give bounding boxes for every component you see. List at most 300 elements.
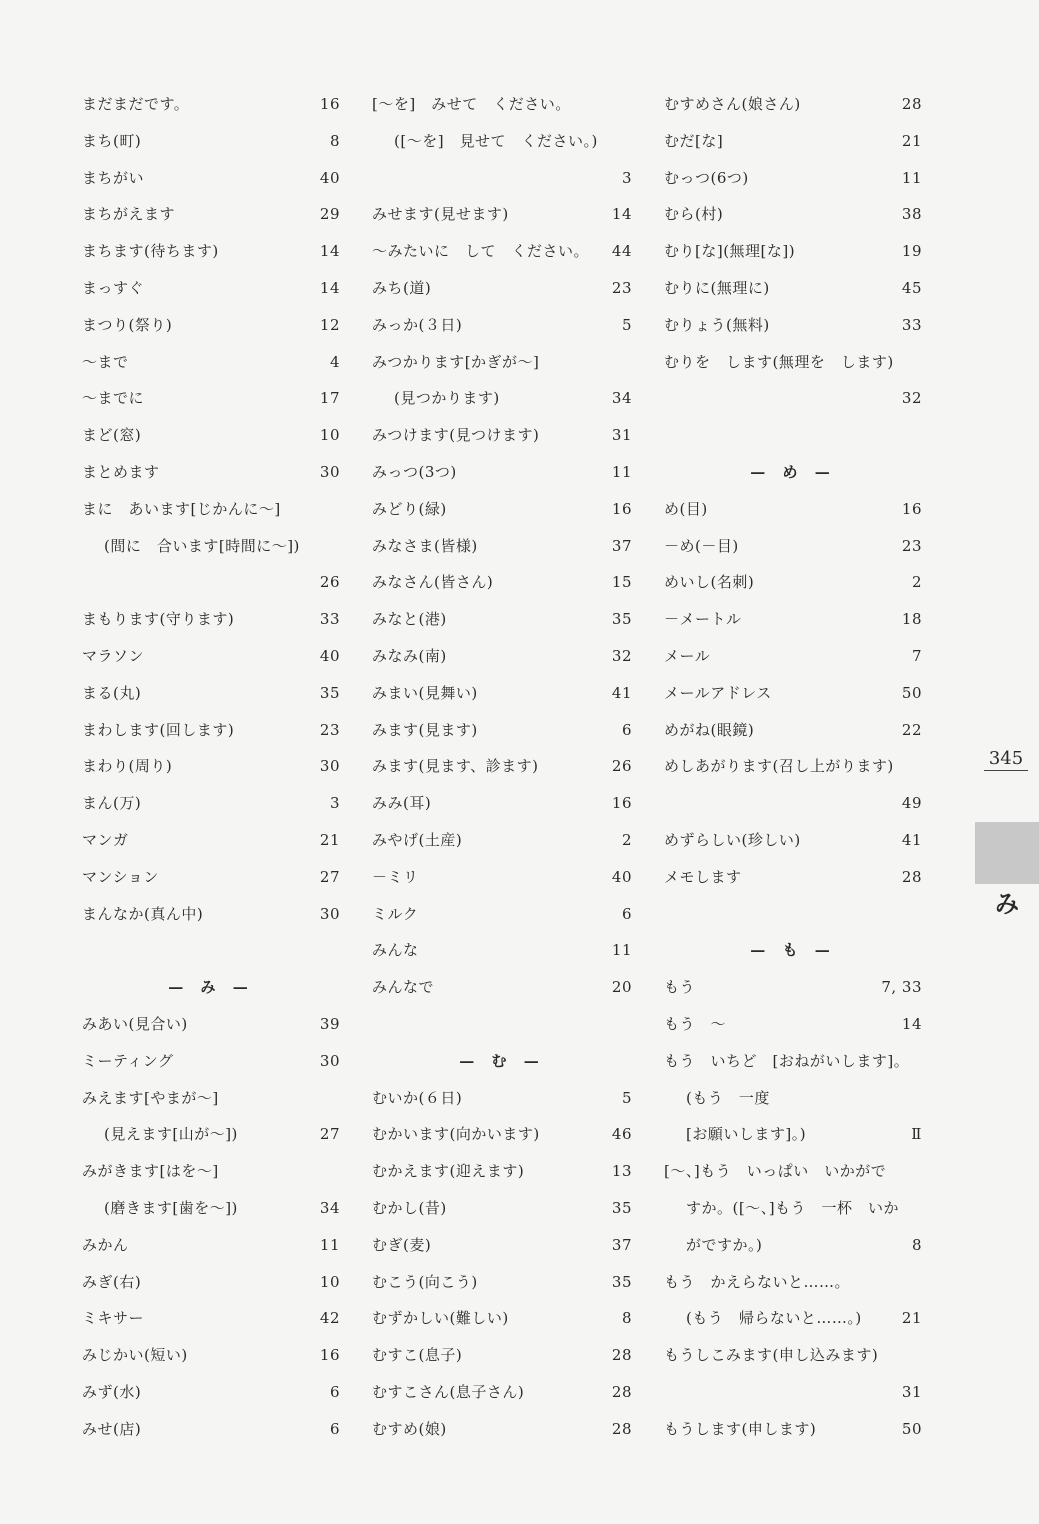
index-entry [372, 896, 632, 933]
entry-lesson-number: 37 [611, 536, 632, 555]
entry-term: まん(万) [82, 794, 142, 813]
index-entry [664, 896, 922, 933]
index-entry [82, 528, 340, 565]
entry-lesson-number: 16 [611, 794, 632, 813]
entry-lesson-number: 28 [611, 1346, 632, 1365]
entry-lesson-number: 49 [901, 794, 922, 813]
entry-term: むだ[な] [664, 131, 724, 150]
entry-term: みえます[やまが～] [82, 1088, 219, 1107]
index-entry [372, 785, 632, 822]
entry-term: めしあがります(召し上がります) [664, 757, 894, 776]
entry-lesson-number: 35 [611, 1272, 632, 1291]
entry-lesson-number: 28 [901, 867, 922, 886]
entry-term: もう [664, 978, 696, 997]
entry-lesson-number: 8 [621, 1309, 632, 1328]
index-entry [372, 1006, 632, 1043]
entry-term: [～、]もう いっぱい いかがで [664, 1162, 887, 1181]
index-entry [372, 1153, 632, 1190]
entry-term: みがきます[はを～] [82, 1162, 219, 1181]
entry-term: －メートル [664, 610, 742, 629]
index-entry [82, 859, 340, 896]
index-entry [664, 564, 922, 601]
index-entry [372, 1080, 632, 1117]
entry-term: むりょう(無料) [664, 315, 770, 334]
index-entry [664, 859, 922, 896]
index-entry [372, 491, 632, 528]
page-number: 345 [984, 748, 1028, 771]
entry-term: むこう(向こう) [372, 1272, 478, 1291]
index-column-2 [372, 86, 632, 1447]
index-entry [664, 1190, 922, 1227]
index-entry [664, 344, 922, 381]
entry-term: みます(見ます) [372, 720, 478, 739]
entry-lesson-number: 20 [611, 978, 632, 997]
entry-term: みち(道) [372, 278, 432, 297]
entry-term: むかいます(向かいます) [372, 1125, 540, 1144]
entry-lesson-number: 7, 33 [881, 978, 922, 997]
entry-lesson-number: 31 [901, 1382, 922, 1401]
entry-term: むぎ(麦) [372, 1235, 432, 1254]
entry-term: まる(丸) [82, 683, 142, 702]
index-entry [664, 270, 922, 307]
entry-lesson-number: 22 [901, 720, 922, 739]
entry-term: すか。([～、]もう 一杯 いか [686, 1198, 900, 1217]
entry-lesson-number: 30 [319, 1051, 340, 1070]
entry-term: めいし(名刺) [664, 573, 755, 592]
index-entry [372, 564, 632, 601]
index-entry [664, 1043, 922, 1080]
entry-term: マラソン [82, 646, 145, 665]
entry-term: マンション [82, 867, 159, 886]
entry-term: め(目) [664, 499, 708, 518]
entry-term: [お願いします]。) [686, 1125, 807, 1144]
index-entry [82, 1264, 340, 1301]
entry-term: まつり(祭り) [82, 315, 173, 334]
index-entry [372, 1190, 632, 1227]
section-heading-text: — も — [750, 941, 836, 960]
index-entry [82, 417, 340, 454]
index-entry [664, 1374, 922, 1411]
index-entry [82, 1190, 340, 1227]
entry-lesson-number: 27 [319, 1125, 340, 1144]
entry-lesson-number: 30 [319, 904, 340, 923]
index-entry [664, 417, 922, 454]
entry-term: [～を] みせて ください。 [372, 95, 571, 113]
entry-lesson-number: 34 [611, 389, 632, 408]
index-entry [372, 307, 632, 344]
entry-lesson-number: 14 [319, 242, 340, 261]
entry-term: めずらしい(珍しい) [664, 830, 801, 849]
entry-term: まど(窓) [82, 426, 142, 445]
entry-lesson-number: 39 [319, 1014, 340, 1033]
index-entry [82, 1080, 340, 1117]
index-entry [82, 196, 340, 233]
entry-term: まんなか(真ん中) [82, 904, 204, 923]
index-entry [82, 160, 340, 197]
entry-lesson-number: 21 [319, 830, 340, 849]
index-entry [664, 785, 922, 822]
entry-lesson-number: 10 [319, 1272, 340, 1291]
section-heading-text: — む — [459, 1051, 545, 1070]
entry-lesson-number: 32 [901, 389, 922, 408]
index-entry [372, 822, 632, 859]
entry-lesson-number: 29 [319, 205, 340, 224]
section-heading-text: — み — [168, 978, 254, 997]
entry-term: みっつ(3つ) [372, 462, 457, 481]
index-entry [664, 1153, 922, 1190]
index-entry [664, 638, 922, 675]
entry-lesson-number: 11 [319, 1235, 340, 1254]
index-entry [82, 675, 340, 712]
entry-lesson-number: 4 [329, 352, 340, 371]
entry-term: みんなで [372, 978, 435, 997]
section-heading-text: — め — [750, 462, 836, 481]
entry-lesson-number: 6 [621, 720, 632, 739]
entry-term: まわり(周り) [82, 757, 173, 776]
entry-term: まとめます [82, 462, 160, 481]
index-entry [664, 196, 922, 233]
entry-lesson-number: 12 [319, 315, 340, 334]
index-entry [82, 1153, 340, 1190]
index-entry [372, 1300, 632, 1337]
entry-lesson-number: 34 [319, 1198, 340, 1217]
entry-term: むすこさん(息子さん) [372, 1382, 525, 1401]
index-entry [82, 1374, 340, 1411]
entry-term: －め(－目) [664, 536, 739, 555]
index-entry [372, 196, 632, 233]
index-entry [372, 233, 632, 270]
entry-lesson-number: 37 [611, 1235, 632, 1254]
entry-term: めがね(眼鏡) [664, 720, 755, 739]
index-entry [82, 896, 340, 933]
section-heading [82, 969, 340, 1006]
entry-term: もう いちど [おねがいします]。 [664, 1051, 910, 1070]
index-entry [372, 160, 632, 197]
index-entry [664, 822, 922, 859]
entry-term: もうします(申します) [664, 1419, 817, 1438]
entry-lesson-number: 28 [611, 1382, 632, 1401]
index-entry [82, 123, 340, 160]
entry-lesson-number: 41 [611, 683, 632, 702]
entry-lesson-number: 30 [319, 462, 340, 481]
entry-term: (もう 帰らないと……。) [686, 1309, 862, 1328]
entry-lesson-number: 35 [319, 683, 340, 702]
entry-lesson-number: 35 [611, 610, 632, 629]
entry-lesson-number: 26 [611, 757, 632, 776]
entry-lesson-number: 16 [319, 1346, 340, 1365]
index-entry [664, 1300, 922, 1337]
entry-term: ～みたいに して ください。 [372, 242, 590, 261]
entry-term: みやげ(土産) [372, 830, 463, 849]
index-entry [372, 1227, 632, 1264]
entry-term: みじかい(短い) [82, 1346, 188, 1365]
entry-lesson-number: 8 [911, 1235, 922, 1254]
entry-term: みっか(３日) [372, 315, 463, 334]
entry-lesson-number: 41 [901, 830, 922, 849]
entry-term: みぎ(右) [82, 1272, 142, 1291]
entry-term: みせます(見せます) [372, 205, 509, 224]
index-entry [664, 1264, 922, 1301]
index-entry [82, 380, 340, 417]
entry-term: ミキサー [82, 1309, 145, 1328]
index-entry [664, 1227, 922, 1264]
entry-lesson-number: 18 [901, 610, 922, 629]
index-entry [664, 1080, 922, 1117]
index-entry [372, 86, 632, 123]
index-entry [372, 712, 632, 749]
entry-lesson-number: 42 [319, 1309, 340, 1328]
entry-term: まもります(守ります) [82, 610, 235, 629]
entry-lesson-number: 23 [901, 536, 922, 555]
entry-lesson-number: 33 [319, 610, 340, 629]
entry-lesson-number: 23 [319, 720, 340, 739]
index-entry [372, 1374, 632, 1411]
entry-lesson-number: 11 [611, 941, 632, 960]
index-entry [664, 748, 922, 785]
entry-lesson-number: 46 [611, 1125, 632, 1144]
entry-lesson-number: 15 [611, 573, 632, 592]
index-entry [664, 969, 922, 1006]
entry-lesson-number: 13 [611, 1162, 632, 1181]
entry-term: メールアドレス [664, 683, 772, 702]
index-entry [372, 123, 632, 160]
entry-term: メール [664, 646, 711, 665]
entry-lesson-number: 2 [911, 573, 922, 592]
entry-term: むすめさん(娘さん) [664, 95, 801, 113]
entry-lesson-number: 38 [901, 205, 922, 224]
index-entry [664, 123, 922, 160]
entry-lesson-number: 33 [901, 315, 922, 334]
index-entry [372, 344, 632, 381]
entry-term: むいか(６日) [372, 1088, 463, 1107]
entry-lesson-number: 14 [901, 1014, 922, 1033]
index-entry [664, 675, 922, 712]
index-entry [372, 1264, 632, 1301]
index-entry [664, 1116, 922, 1153]
entry-lesson-number: Ⅱ [911, 1125, 922, 1144]
entry-term: まっすぐ [82, 278, 145, 297]
entry-term: ミーティング [82, 1051, 174, 1070]
entry-lesson-number: 40 [319, 168, 340, 187]
entry-lesson-number: 50 [901, 1419, 922, 1438]
entry-term: ～までに [82, 389, 145, 408]
index-entry [372, 528, 632, 565]
entry-term: みあい(見合い) [82, 1014, 188, 1033]
entry-term: ([～を] 見せて ください。) [394, 131, 598, 150]
index-entry [664, 307, 922, 344]
entry-term: もうしこみます(申し込みます) [664, 1346, 879, 1365]
index-entry [372, 932, 632, 969]
index-entry [82, 307, 340, 344]
entry-lesson-number: 14 [319, 278, 340, 297]
entry-term: みんな [372, 941, 419, 960]
entry-term: むら(村) [664, 205, 724, 224]
entry-term: まち(町) [82, 131, 142, 150]
entry-lesson-number: 16 [319, 95, 340, 113]
entry-term: みなさま(皆様) [372, 536, 478, 555]
entry-lesson-number: 3 [329, 794, 340, 813]
entry-term: がですか。) [686, 1235, 763, 1254]
entry-term: みず(水) [82, 1382, 142, 1401]
index-entry [372, 1411, 632, 1448]
entry-term: ～まで [82, 352, 129, 371]
index-entry [372, 380, 632, 417]
index-entry [82, 748, 340, 785]
entry-lesson-number: 7 [911, 646, 922, 665]
entry-term: むっつ(6つ) [664, 168, 749, 187]
entry-lesson-number: 50 [901, 683, 922, 702]
entry-lesson-number: 32 [611, 646, 632, 665]
entry-term: もう かえらないと……。 [664, 1272, 851, 1291]
index-entry [82, 1006, 340, 1043]
entry-term: メモします [664, 867, 742, 886]
section-heading [664, 932, 922, 969]
entry-lesson-number: 40 [611, 867, 632, 886]
entry-term: むすめ(娘) [372, 1419, 447, 1438]
index-entry [664, 712, 922, 749]
entry-term: みどり(緑) [372, 499, 447, 518]
entry-term: まちがえます [82, 205, 176, 224]
index-entry [82, 1411, 340, 1448]
section-heading [372, 1043, 632, 1080]
entry-lesson-number: 21 [901, 1309, 922, 1328]
entry-lesson-number: 28 [611, 1419, 632, 1438]
index-entry [82, 233, 340, 270]
entry-term: まわします(回します) [82, 720, 235, 739]
entry-term: まちがい [82, 168, 145, 187]
entry-lesson-number: 16 [611, 499, 632, 518]
index-entry [82, 270, 340, 307]
entry-lesson-number: 8 [329, 131, 340, 150]
entry-term: (磨きます[歯を～]) [104, 1198, 238, 1217]
entry-term: みなみ(南) [372, 646, 447, 665]
entry-lesson-number: 26 [319, 573, 340, 592]
index-entry [82, 1116, 340, 1153]
entry-lesson-number: 3 [621, 168, 632, 187]
entry-lesson-number: 19 [901, 242, 922, 261]
entry-lesson-number: 11 [901, 168, 922, 187]
index-entry [372, 1116, 632, 1153]
entry-term: みつかります[かぎが～] [372, 352, 540, 371]
index-entry [664, 86, 922, 123]
index-entry [82, 1300, 340, 1337]
entry-term: みかん [82, 1235, 129, 1254]
index-entry [82, 1337, 340, 1374]
entry-term: みまい(見舞い) [372, 683, 478, 702]
entry-term: (見つかります) [394, 389, 500, 408]
entry-term: みつけます(見つけます) [372, 426, 540, 445]
entry-lesson-number: 35 [611, 1198, 632, 1217]
index-entry [82, 564, 340, 601]
index-entry [82, 1227, 340, 1264]
entry-term: むりに(無理に) [664, 278, 770, 297]
entry-lesson-number: 44 [611, 242, 632, 261]
entry-lesson-number: 45 [901, 278, 922, 297]
section-heading [664, 454, 922, 491]
entry-term: むりを します(無理を します) [664, 352, 894, 371]
entry-lesson-number: 6 [621, 904, 632, 923]
entry-term: むかし(昔) [372, 1198, 447, 1217]
index-entry [372, 638, 632, 675]
entry-term: むかえます(迎えます) [372, 1162, 525, 1181]
index-entry [82, 712, 340, 749]
entry-term: (もう 一度 [686, 1088, 770, 1107]
entry-lesson-number: 6 [329, 1419, 340, 1438]
entry-lesson-number: 16 [901, 499, 922, 518]
index-entry [372, 454, 632, 491]
entry-term: むり[な](無理[な]) [664, 242, 796, 261]
entry-lesson-number: 30 [319, 757, 340, 776]
entry-term: (間に 合います[時間に～]) [104, 536, 300, 555]
index-entry [82, 932, 340, 969]
entry-term: ミルク [372, 904, 419, 923]
entry-term: マンガ [82, 830, 129, 849]
index-entry [372, 417, 632, 454]
index-entry [664, 528, 922, 565]
entry-lesson-number: 40 [319, 646, 340, 665]
index-entry [664, 491, 922, 528]
entry-term: まちます(待ちます) [82, 242, 219, 261]
index-entry [82, 86, 340, 123]
entry-term: まだまだです。 [82, 95, 190, 113]
entry-term: まに あいます[じかんに～] [82, 499, 281, 518]
entry-term: みなさん(皆さん) [372, 573, 494, 592]
index-entry [664, 380, 922, 417]
entry-lesson-number: 6 [329, 1382, 340, 1401]
index-entry [82, 344, 340, 381]
index-entry [82, 785, 340, 822]
entry-lesson-number: 11 [611, 462, 632, 481]
entry-term: みなと(港) [372, 610, 447, 629]
entry-lesson-number: 5 [621, 315, 632, 334]
entry-lesson-number: 14 [611, 205, 632, 224]
index-entry [664, 1006, 922, 1043]
entry-term: みみ(耳) [372, 794, 432, 813]
index-entry [372, 969, 632, 1006]
index-column-3 [664, 86, 922, 1447]
entry-lesson-number: 23 [611, 278, 632, 297]
index-entry [372, 748, 632, 785]
index-entry [664, 601, 922, 638]
index-entry [372, 1337, 632, 1374]
index-entry [82, 1043, 340, 1080]
index-entry [82, 454, 340, 491]
index-entry [372, 675, 632, 712]
index-entry [664, 1411, 922, 1448]
entry-term: みせ(店) [82, 1419, 142, 1438]
entry-term: むすこ(息子) [372, 1346, 463, 1365]
index-entry [82, 822, 340, 859]
entry-lesson-number: 21 [901, 131, 922, 150]
index-entry [664, 160, 922, 197]
index-entry [82, 491, 340, 528]
index-entry [664, 233, 922, 270]
entry-term: もう ～ [664, 1014, 727, 1033]
entry-lesson-number: 10 [319, 426, 340, 445]
entry-lesson-number: 27 [319, 867, 340, 886]
entry-term: むずかしい(難しい) [372, 1309, 509, 1328]
index-entry [664, 1337, 922, 1374]
index-entry [372, 601, 632, 638]
section-tab-letter: み [995, 890, 1019, 918]
index-entry [372, 859, 632, 896]
entry-lesson-number: 17 [319, 389, 340, 408]
index-entry [82, 601, 340, 638]
index-column-1 [82, 86, 340, 1447]
entry-lesson-number: 31 [611, 426, 632, 445]
entry-term: (見えます[山が～]) [104, 1125, 238, 1144]
entry-term: みます(見ます、診ます) [372, 757, 539, 776]
